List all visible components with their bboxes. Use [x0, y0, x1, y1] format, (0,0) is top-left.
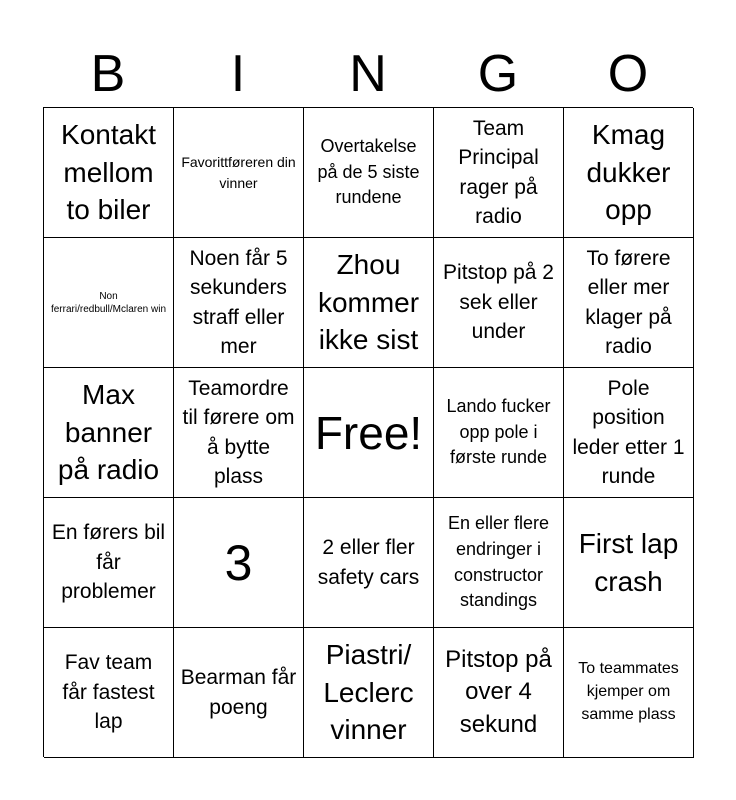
bingo-grid — [43, 107, 693, 757]
bingo-cell[interactable]: Fav team får fastest lap — [44, 628, 174, 758]
header-letter-b: B — [90, 45, 126, 103]
bingo-cell[interactable]: Overtakelse på de 5 siste rundene — [304, 108, 434, 238]
bingo-cell[interactable]: Kmag dukker opp — [564, 108, 694, 238]
bingo-cell[interactable]: En førers bil får problemer — [44, 498, 174, 628]
bingo-cell[interactable]: En eller flere endringer i constructor standings — [434, 498, 564, 628]
bingo-cell[interactable]: Pole position leder etter 1 runde — [564, 368, 694, 498]
bingo-cell[interactable]: 2 eller fler safety cars — [304, 498, 434, 628]
bingo-cell[interactable]: First lap crash — [564, 498, 694, 628]
bingo-cell[interactable]: Kontakt mellom to biler — [44, 108, 174, 238]
bingo-cell[interactable]: To førere eller mer klager på radio — [564, 238, 694, 368]
header-letter-i: I — [230, 45, 246, 103]
bingo-cell[interactable]: Zhou kommer ikke sist — [304, 238, 434, 368]
bingo-cell[interactable]: 3 — [174, 498, 304, 628]
bingo-cell[interactable]: Pitstop på 2 sek eller under — [434, 238, 564, 368]
bingo-cell[interactable]: Piastri/ Leclerc vinner — [304, 628, 434, 758]
bingo-cell[interactable]: Pitstop på over 4 sekund — [434, 628, 564, 758]
bingo-cell[interactable]: To teammates kjemper om samme plass — [564, 628, 694, 758]
bingo-cell[interactable]: Favorittføreren din vinner — [174, 108, 304, 238]
header-letter-o: O — [607, 45, 649, 103]
bingo-cell[interactable]: Team Principal rager på radio — [434, 108, 564, 238]
free-space-cell[interactable]: Free! — [304, 368, 434, 498]
bingo-cell[interactable]: Bearman får poeng — [174, 628, 304, 758]
header-letter-n: N — [349, 45, 387, 103]
bingo-cell[interactable]: Lando fucker opp pole i første runde — [434, 368, 564, 498]
bingo-cell[interactable]: Max banner på radio — [44, 368, 174, 498]
bingo-cell[interactable]: Teamordre til førere om å bytte plass — [174, 368, 304, 498]
bingo-cell[interactable]: Noen får 5 sekunders straff eller mer — [174, 238, 304, 368]
bingo-header — [43, 40, 693, 108]
bingo-cell[interactable]: Non ferrari/redbull/Mclaren win — [44, 238, 174, 368]
header-letter-g: G — [477, 45, 519, 103]
